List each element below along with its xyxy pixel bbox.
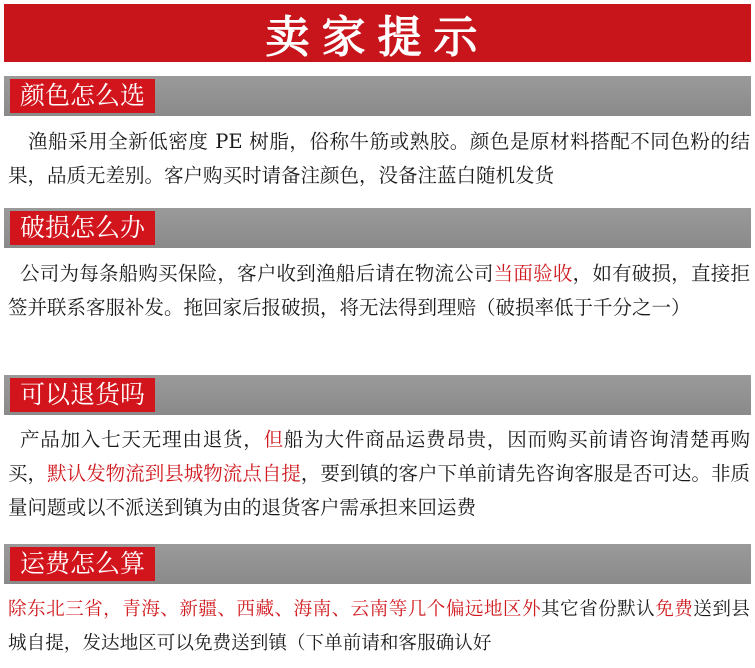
return-text-c: ，要到镇的客户下单前请先咨询客服是否可达。非质量问题或以不派送到镇为由的退货客户需承担来回运费 — [8, 462, 750, 519]
shipping-text-highlight-2: 免费 — [655, 599, 694, 620]
return-text-b: 船为大件商品运费昂贵，因而购买前请咨询清楚再购买， — [8, 428, 750, 485]
shipping-text-highlight-1: 除东北三省，青海、新疆、西藏、海南、云南等几个偏远地区外 — [8, 599, 541, 620]
section-heading: 可以退货吗 — [10, 378, 155, 412]
section-text-shipping — [8, 593, 750, 661]
section-header-return — [4, 375, 751, 415]
damage-text-highlight: 当面验收 — [493, 262, 573, 285]
section-header-shipping — [4, 544, 751, 584]
return-text-highlight-2: 默认发物流到县城物流点自提 — [47, 462, 301, 485]
section-text-damage — [8, 257, 750, 325]
section-heading: 运费怎么算 — [10, 547, 155, 581]
return-text-a: 产品加入七天无理由退货， — [20, 428, 264, 451]
page-title: 卖家提示 — [4, 4, 751, 62]
color-text: 渔船采用全新低密度 PE 树脂，俗称牛筋或熟胶。颜色是原材料搭配不同色粉的结果，品质无差别。客户购买时请备注颜色，没备注蓝白随机发货 — [8, 130, 750, 187]
section-text-color — [8, 125, 750, 193]
damage-text-a: 公司为每条船购买保险，客户收到渔船后请在物流公司 — [20, 262, 494, 285]
section-heading: 颜色怎么选 — [10, 79, 155, 113]
shipping-text-a: 其它省份默认 — [541, 599, 656, 620]
section-header-damage — [4, 208, 751, 248]
damage-text-b: ，如有破损，直接拒签并联系客服补发。拖回家后报破损，将无法得到理赔（破损率低于千分之一） — [8, 262, 750, 319]
section-heading: 破损怎么办 — [10, 211, 155, 245]
return-text-highlight-1: 但 — [263, 428, 284, 451]
section-header-color — [4, 76, 751, 116]
section-text-return — [8, 423, 750, 525]
shipping-text-b: 送到县城自提，发达地区可以免费送到镇（下单前请和客服确认好 — [8, 599, 750, 654]
